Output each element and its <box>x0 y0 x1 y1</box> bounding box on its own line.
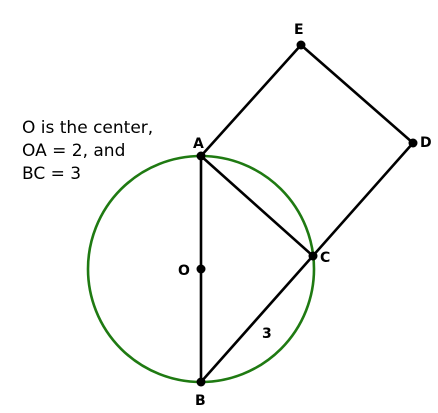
label-e: E <box>294 22 304 38</box>
point-e-dot <box>297 41 306 50</box>
point-c-dot <box>309 252 318 261</box>
label-a: A <box>193 136 204 152</box>
segment-bd <box>201 143 413 382</box>
segment-ae <box>201 45 301 156</box>
label-d: D <box>420 135 432 151</box>
caption-line-2: OA = 2, and <box>22 141 126 161</box>
length-label-bc: 3 <box>262 326 272 342</box>
label-o: O <box>178 263 190 279</box>
point-o-dot <box>197 265 206 274</box>
point-d-dot <box>409 139 418 148</box>
label-b: B <box>195 393 206 409</box>
point-b-dot <box>197 378 206 387</box>
label-c: C <box>320 250 331 266</box>
caption-line-3: BC = 3 <box>22 164 82 184</box>
point-a-dot <box>197 152 206 161</box>
caption-line-1: O is the center, <box>22 118 154 138</box>
segment-ed <box>301 45 413 143</box>
